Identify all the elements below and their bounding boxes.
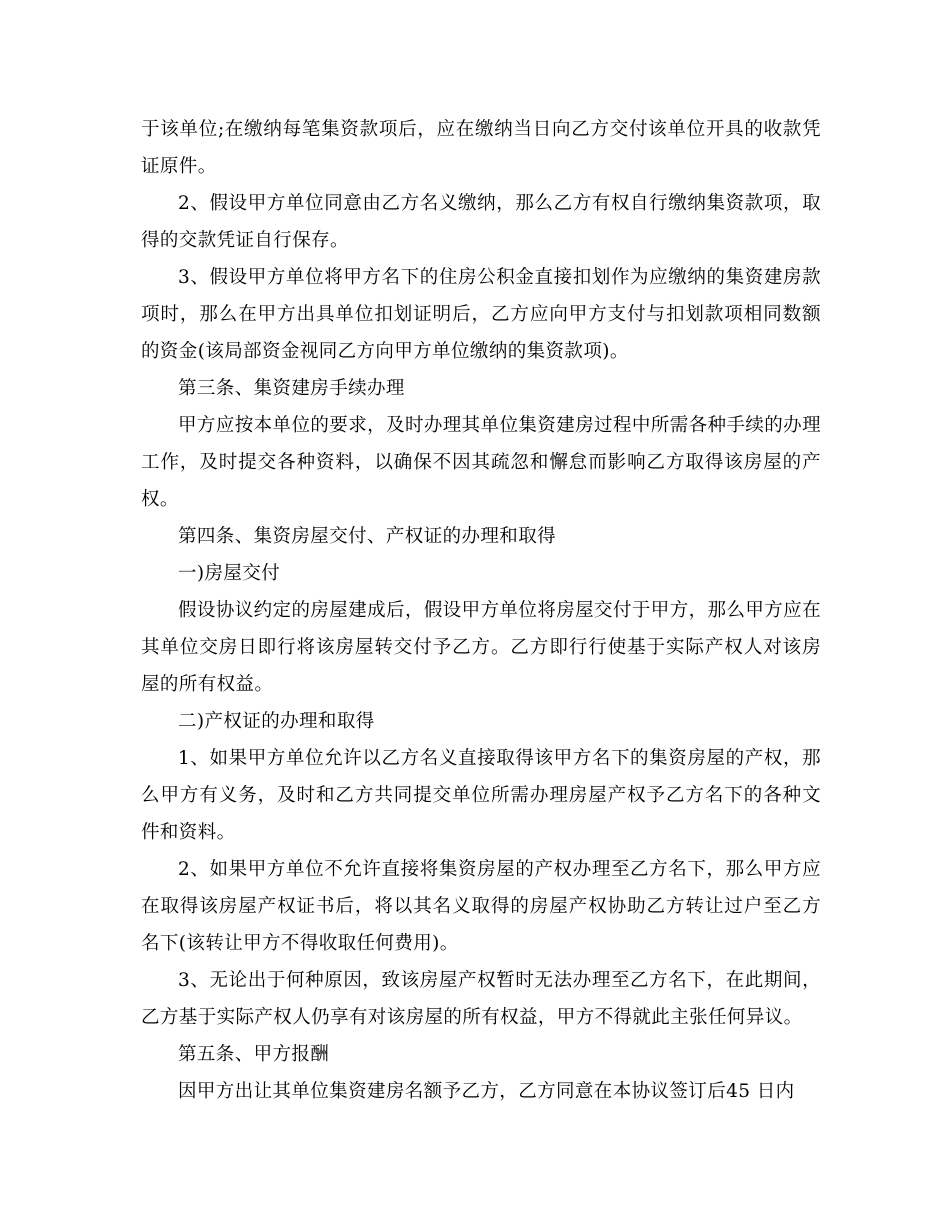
subheading-house-delivery: 一)房屋交付 — [178, 563, 281, 584]
document-body — [141, 111, 821, 1110]
paragraph-certificate-clause-1: 1、如果甲方单位允许以乙方名义直接取得该甲方名下的集资房屋的产权，那么甲方有义务，及时和乙方共同提交单位所需办理房屋产权予乙方名下的各种文件和资料。 — [141, 748, 821, 843]
section-heading-article-4: 第四条、集资房屋交付、产权证的办理和取得 — [178, 526, 557, 547]
paragraph-certificate-clause-2: 2、如果甲方单位不允许直接将集资房屋的产权办理至乙方名下，那么甲方应在取得该房屋产权证书后，将以其名义取得的房屋产权协助乙方转让过户至乙方名下(该转让甲方不得收取任何费用)。 — [141, 859, 821, 954]
paragraph-article-3-body: 甲方应按本单位的要求，及时办理其单位集资建房过程中所需各种手续的办理工作，及时提交各种资料，以确保不因其疏忽和懈怠而影响乙方取得该房屋的产权。 — [141, 415, 821, 510]
paragraph-certificate-clause-3: 3、无论出于何种原因，致该房屋产权暂时无法办理至乙方名下，在此期间，乙方基于实际产权人仍享有对该房屋的所有权益，甲方不得就此主张任何异议。 — [141, 970, 821, 1028]
paragraph-clause-2: 2、假设甲方单位同意由乙方名义缴纳，那么乙方有权自行缴纳集资款项，取得的交款凭证自行保存。 — [141, 193, 821, 251]
paragraph-house-delivery: 假设协议约定的房屋建成后，假设甲方单位将房屋交付于甲方，那么甲方应在其单位交房日即行将该房屋转交付予乙方。乙方即行行使基于实际产权人对该房屋的所有权益。 — [141, 600, 821, 695]
paragraph-clause-3: 3、假设甲方单位将甲方名下的住房公积金直接扣划作为应缴纳的集资建房款项时，那么在甲方出具单位扣划证明后，乙方应向甲方支付与扣划款项相同数额的资金(该局部资金视同乙方向甲方单位缴纳的集资款项)。 — [141, 267, 821, 362]
paragraph-article-5-body: 因甲方出让其单位集资建房名额予乙方，乙方同意在本协议签订后45 日内 — [178, 1081, 795, 1102]
paragraph-continuation: 于该单位;在缴纳每笔集资款项后，应在缴纳当日向乙方交付该单位开具的收款凭证原件。 — [141, 119, 821, 177]
section-heading-article-5: 第五条、甲方报酬 — [178, 1044, 330, 1065]
section-heading-article-3: 第三条、集资建房手续办理 — [178, 378, 405, 399]
subheading-property-certificate: 二)产权证的办理和取得 — [178, 711, 375, 732]
